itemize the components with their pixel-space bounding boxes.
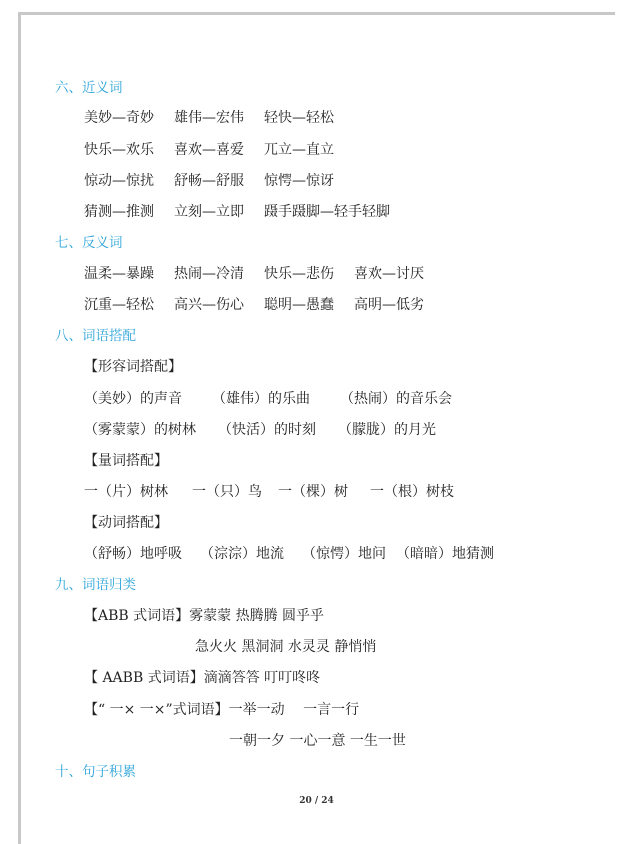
word-pair: 惊动—惊扰 [84,173,154,189]
word-pair: 温柔—暴躁 [84,266,154,282]
word-pair: 沉重—轻松 [84,297,154,313]
abb-words-line: 【ABB 式词语】雾蒙蒙 热腾腾 圆乎乎 [84,608,325,624]
page-frame-top-border [18,12,615,15]
word-pair: 喜欢—讨厌 [354,266,424,282]
collocation-item: （朦胧）的月光 [338,422,436,438]
word-pair: 兀立—直立 [264,142,334,158]
word-pair: 快乐—悲伤 [264,266,334,282]
synonym-row [84,172,334,190]
section-title-classification: 九、词语归类 [55,577,136,593]
synonym-row [84,109,334,127]
collocation-item: （快活）的时刻 [218,422,316,438]
word-pair: 轻快—轻松 [264,110,334,126]
abb-words-line-continued: 急火火 黑洞洞 水灵灵 静悄悄 [195,639,377,655]
subsection-label-verb: 【动词搭配】 [84,515,168,531]
collocation-item: 一（根）树枝 [370,484,454,500]
synonym-row [84,203,390,221]
collocation-item: （雄伟）的乐曲 [212,391,310,407]
section-title-collocation: 八、词语搭配 [55,328,136,344]
collocation-row [84,483,454,501]
word-pair: 舒畅—舒服 [174,173,244,189]
collocation-item: （雾蒙蒙）的树林 [84,422,196,438]
collocation-item: 一（棵）树 [278,484,348,500]
section-title-antonyms: 七、反义词 [55,235,123,251]
aabb-words-line: 【 AABB 式词语】滴滴答答 叮叮咚咚 [84,670,321,686]
collocation-item: （淙淙）地流 [200,546,284,562]
word-pair: 蹑手蹑脚—轻手轻脚 [264,204,390,220]
word-pair: 喜欢—喜爱 [174,142,244,158]
antonym-row [84,265,424,283]
collocation-item: 一（只）鸟 [192,484,262,500]
section-title-sentences: 十、句子积累 [55,764,136,780]
yi-x-yi-x-words-line: 【“ 一× 一×”式词语】一举一动 一言一行 [84,702,360,718]
word-pair: 惊愕—惊讶 [264,173,334,189]
word-pair: 立刻—立即 [174,204,244,220]
collocation-item: （惊愕）地问 [302,546,386,562]
synonym-row [84,141,334,159]
page-number: 20 / 24 [299,796,334,806]
collocation-row [84,390,452,408]
antonym-row [84,296,424,314]
collocation-item: （美妙）的声音 [84,391,182,407]
word-pair: 高明—低劣 [354,297,424,313]
collocation-row [84,421,436,439]
word-pair: 聪明—愚蠢 [264,297,334,313]
collocation-item: 一（片）树林 [84,484,168,500]
collocation-item: （舒畅）地呼吸 [84,546,182,562]
collocation-item: （热闹）的音乐会 [340,391,452,407]
word-pair: 美妙—奇妙 [84,110,154,126]
page-frame-left-border [18,12,21,844]
word-pair: 猜测—推测 [84,204,154,220]
subsection-label-measure: 【量词搭配】 [84,453,168,469]
subsection-label-adjective: 【形容词搭配】 [84,359,182,375]
word-pair: 热闹—冷清 [174,266,244,282]
word-pair: 雄伟—宏伟 [174,110,244,126]
section-title-synonyms: 六、近义词 [55,80,123,96]
yi-x-yi-x-words-line-continued: 一朝一夕 一心一意 一生一世 [229,733,406,749]
word-pair: 快乐—欢乐 [84,142,154,158]
collocation-row [84,545,494,563]
word-pair: 高兴—伤心 [174,297,244,313]
collocation-item: （暗暗）地猜测 [396,546,494,562]
